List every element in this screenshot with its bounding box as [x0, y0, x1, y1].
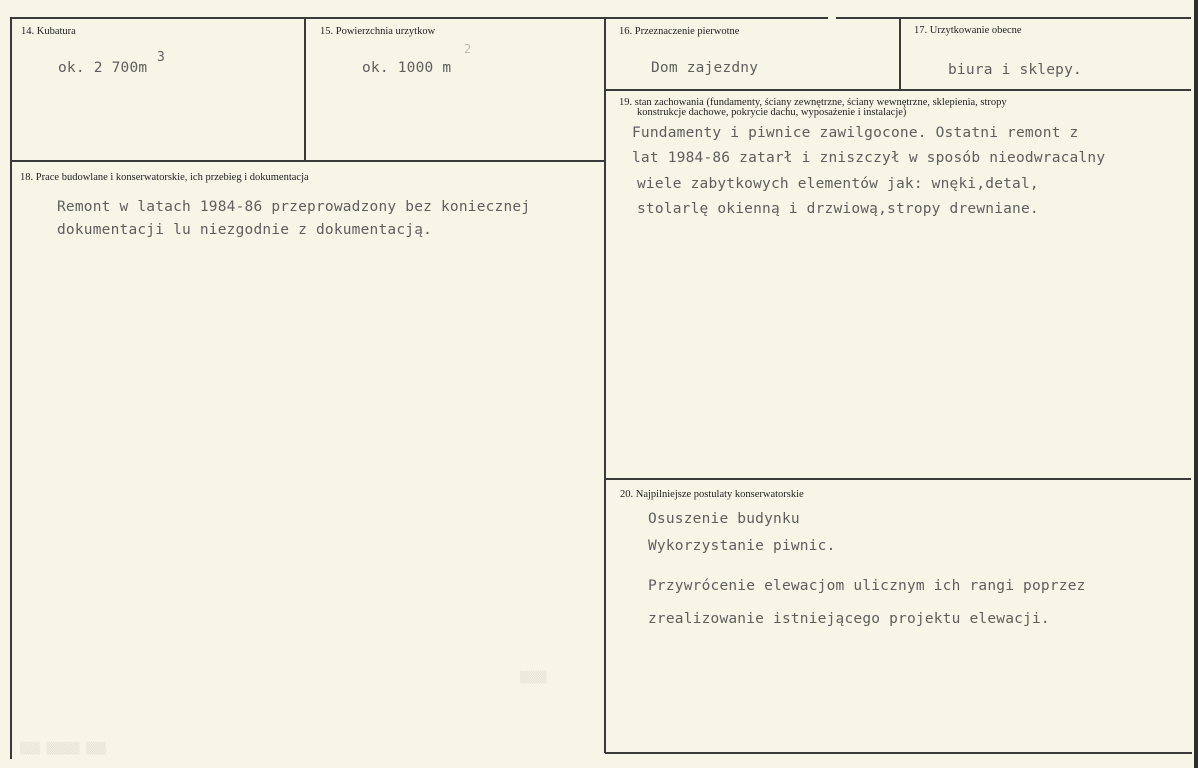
field-19-label-line: konstrukcje dachowe, pokrycie dachu, wyposażenie i instalacje) [637, 107, 907, 118]
field-14-value: ok. 2 700m [58, 60, 148, 76]
row-divider-right-bottom [605, 478, 1191, 480]
center-divider [604, 17, 606, 753]
row-divider-right-top [605, 89, 1191, 91]
field-20-line: Osuszenie budynku [648, 511, 800, 527]
top-border-left [10, 17, 828, 19]
field-14-label: 14. Kubatura [21, 26, 76, 37]
field-19-label-line: 19. stan zachowania (fundamenty, ściany zewnętrzne, ściany wewnętrzne, sklepienia, stropy [619, 97, 1007, 108]
bleed-through-mark: ▒▒▒▒ [520, 671, 547, 684]
divider-14-15 [304, 18, 306, 161]
field-15-value: ok. 1000 m [362, 60, 452, 76]
field-20-label: 20. Najpilniejsze postulaty konserwatorskie [620, 489, 804, 500]
field-16-label: 16. Przeznaczenie pierwotne [619, 26, 740, 37]
left-border [10, 17, 12, 759]
bleed-through-mark: ▒▒▒ ▒▒▒▒▒ ▒▒▒ [20, 742, 107, 755]
field-17-label: 17. Urzytkowanie obecne [914, 25, 1022, 36]
field-20-line: Przywrócenie elewacjom ulicznym ich rangi poprzez [648, 578, 1086, 594]
field-18-label: 18. Prace budowlane i konserwatorskie, ich przebieg i dokumentacja [20, 172, 309, 183]
field-18-line: Remont w latach 1984-86 przeprowadzony bez koniecznej [57, 199, 531, 215]
field-19-line: wiele zabytkowych elementów jak: wnęki,detal, [637, 176, 1039, 192]
field-15-label: 15. Powierzchnia urzytkow [320, 26, 436, 37]
field-20-line: zrealizowanie istniejącego projektu elewacji. [648, 611, 1050, 627]
field-18-line: dokumentacji lu niezgodnie z dokumentacją. [57, 222, 433, 238]
field-20-line: Wykorzystanie piwnic. [648, 538, 836, 554]
top-border-right [836, 17, 1191, 19]
field-16-value: Dom zajezdny [651, 60, 759, 76]
field-19-line: stolarlę okienną i drzwiową,stropy drewniane. [637, 201, 1039, 217]
field-15-superscript: 2 [464, 42, 472, 56]
field-19-line: lat 1984-86 zatarł i zniszczył w sposób nieodwracalny [632, 150, 1106, 166]
page-edge [1194, 0, 1198, 768]
field-14-superscript: 3 [157, 50, 165, 65]
row-divider-left [11, 160, 606, 162]
divider-16-17 [899, 18, 901, 90]
field-17-value: biura i sklepy. [948, 62, 1082, 78]
field-19-line: Fundamenty i piwnice zawilgocone. Ostatni remont z [632, 125, 1079, 141]
bottom-border-right [605, 752, 1192, 754]
